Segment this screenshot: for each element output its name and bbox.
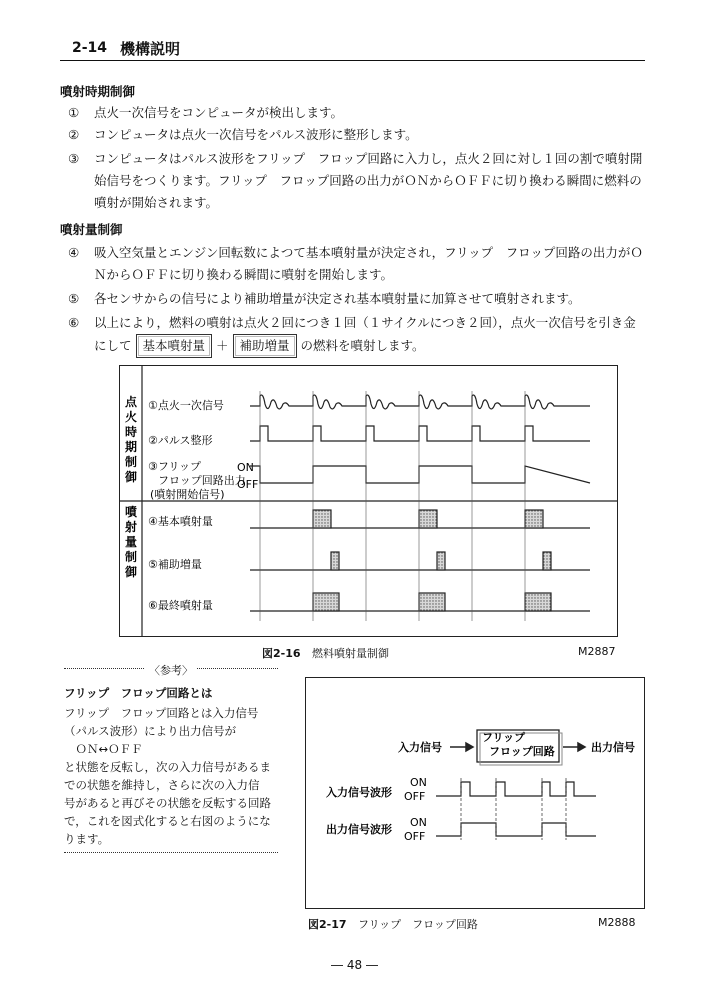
output-on-label: ON: [410, 816, 427, 829]
reference-line: ります。: [64, 832, 110, 846]
list-item: [68, 242, 648, 286]
input-off-label: OFF: [404, 790, 426, 803]
item-text: 各センサからの信号により補助増量が決定され基本噴射量に加算させて噴射されます。: [94, 291, 581, 306]
row-label-base-injection: ④基本噴射量: [148, 515, 213, 528]
page-number: ― 48 ―: [331, 958, 378, 972]
item-text: 噴射が開始されます。: [94, 195, 219, 210]
final-injection-pulse: [419, 593, 445, 611]
input-signal-label: 入力信号: [398, 741, 442, 754]
row-label-pulse: ②パルス整形: [148, 434, 213, 447]
reference-line: （パルス波形）により出力信号が: [64, 724, 237, 738]
on-label: ON: [237, 461, 254, 474]
flipflop-box-line1: フリップ: [482, 731, 526, 744]
figure1-number: 図2-16: [262, 647, 301, 660]
flipflop-box-line2: フロップ回路: [489, 745, 555, 758]
flipflop-figure: [305, 677, 645, 909]
timing-chart-figure: [119, 365, 618, 637]
output-wave-label: 出力信号波形: [326, 823, 392, 836]
off-label: OFF: [237, 478, 259, 491]
flipflop-svg: [306, 678, 644, 908]
list-item: [68, 102, 648, 124]
ignition-signal-wave: [250, 395, 590, 409]
item-text: 始信号をつくります。フリップ フロップ回路の出力がＯＮからＯＦＦに切り換わる瞬間に燃料の: [94, 173, 642, 188]
aux-increase-pulse: [331, 552, 339, 570]
item-text: 吸入空気量とエンジン回転数によつて基本噴射量が決定され，フリップ フロップ回路の出力がＯ: [94, 245, 643, 260]
reference-line: での状態を維持し，さらに次の入力信: [64, 778, 260, 792]
list-item: [68, 148, 648, 214]
reference-line: と状態を反転し，次の入力信号があるま: [64, 760, 271, 774]
output-waveform: [436, 823, 596, 836]
pulse-shape-wave: [250, 426, 590, 441]
item-number: ⑥: [68, 315, 80, 330]
row-label-injection-start: (噴射開始信号): [150, 488, 225, 501]
base-injection-pulse: [419, 510, 437, 528]
row-label-final-injection: ⑥最終噴射量: [148, 599, 213, 612]
base-injection-box: 基本噴射量: [136, 334, 213, 358]
reference-line: フリップ フロップ回路とは入力信号: [64, 706, 259, 720]
reference-heading: フリップ フロップ回路とは: [64, 686, 213, 700]
input-on-label: ON: [410, 776, 427, 789]
figure2-number: 図2-17: [308, 918, 347, 931]
formula-suffix: の燃料を噴射します。: [300, 338, 425, 353]
section-heading-timing: 噴射時期制御: [60, 84, 136, 99]
figure2-title: フリップ フロップ回路: [358, 918, 478, 931]
page-header: [60, 36, 645, 61]
reference-line: 号があると再びその状態を反転する回路: [64, 796, 271, 810]
item-text: コンピュータは点火一次信号をパルス波形に整形します。: [94, 127, 418, 142]
item-text: ＮからＯＦＦに切り換わる瞬間に噴射を開始します。: [94, 267, 394, 282]
section-number: 2-14: [72, 40, 108, 56]
list-item: [68, 312, 648, 358]
aux-increase-pulse: [437, 552, 445, 570]
base-injection-pulse: [313, 510, 331, 528]
reference-line: ＯＮ↔ＯＦＦ: [64, 742, 143, 756]
page-title: 機構説明: [120, 40, 181, 58]
group-label-timing: 点火時期制御: [124, 395, 138, 484]
plus-sign: ＋: [216, 338, 229, 353]
reference-bottom-rule: [64, 852, 278, 857]
figure2-caption: [308, 916, 478, 932]
item-number: ⑤: [68, 291, 80, 306]
item-text: 点火一次信号をコンピュータが検出します。: [94, 105, 344, 120]
item-number: ①: [68, 105, 80, 120]
item-number: ③: [68, 151, 80, 166]
figure1-caption: [262, 645, 389, 661]
output-signal-label: 出力信号: [591, 741, 635, 754]
final-injection-pulse: [313, 593, 339, 611]
input-waveform: [436, 782, 596, 796]
input-wave-label: 入力信号波形: [326, 786, 392, 799]
timing-chart-svg: [120, 366, 617, 636]
group-label-quantity: 噴射量制御: [124, 505, 138, 579]
item-text: 以上により，燃料の噴射は点火２回につき１回（１サイクルにつき２回），点火一次信号を引き金: [94, 315, 636, 330]
final-injection-pulse: [525, 593, 551, 611]
base-injection-pulse: [525, 510, 543, 528]
flipflop-output-wave: [250, 466, 590, 483]
item-text: コンピュータはパルス波形をフリップ フロップ回路に入力し，点火２回に対し１回の割で噴射開: [94, 151, 643, 166]
row-label-flipflop-output: フロップ回路出力: [158, 474, 246, 487]
output-off-label: OFF: [404, 830, 426, 843]
aux-increase-pulse: [543, 552, 551, 570]
list-item: [68, 124, 648, 146]
item-number: ④: [68, 245, 80, 260]
item-number: ②: [68, 127, 80, 142]
list-item: [68, 288, 648, 310]
figure2-code: M2888: [598, 916, 636, 929]
formula-prefix: にして: [94, 338, 132, 353]
row-label-ignition: ①点火一次信号: [148, 399, 224, 412]
section-heading-quantity: 噴射量制御: [60, 222, 123, 237]
row-label-aux-increase: ⑤補助増量: [148, 558, 202, 571]
figure1-title: 燃料噴射量制御: [312, 647, 390, 660]
reference-line: で，これを図式化すると右図のようにな: [64, 814, 271, 828]
row-label-flipflop: ③フリップ: [148, 460, 201, 473]
aux-increase-box: 補助増量: [233, 334, 297, 358]
item-text-formula: [94, 334, 648, 358]
figure1-code: M2887: [578, 645, 616, 658]
reference-title: 〈参考〉: [145, 662, 197, 678]
